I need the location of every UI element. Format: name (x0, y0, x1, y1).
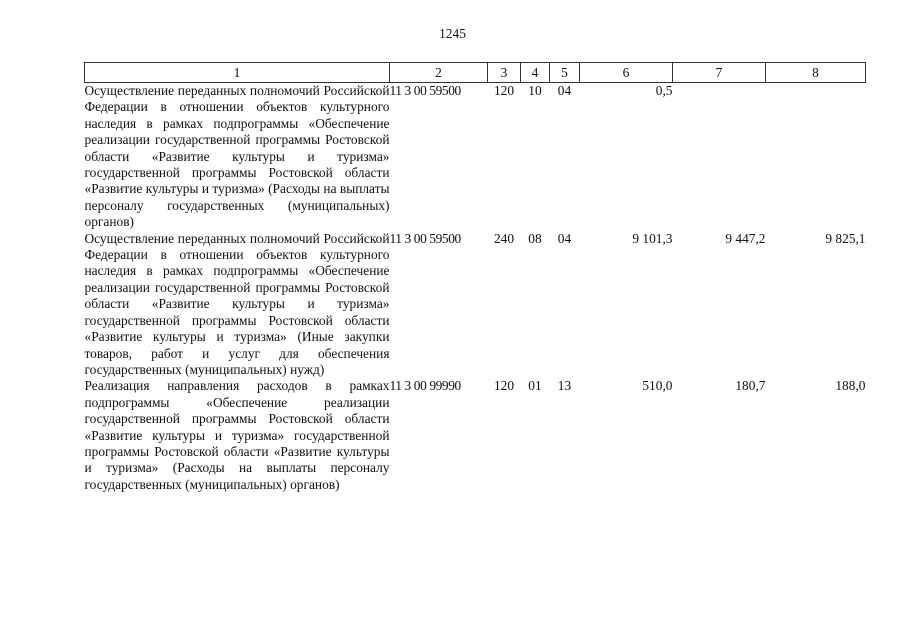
row-value-6: 9 101,3 (632, 230, 673, 246)
budget-table (84, 62, 866, 493)
column-header-2: 2 (390, 63, 488, 83)
row-target-code: 11 3 00 59500 (389, 230, 461, 246)
row-target-code: 11 3 00 59500 (389, 83, 461, 98)
table-row (85, 231, 866, 379)
row-expense-type: 120 (493, 83, 515, 98)
row-target-code: 11 3 00 99990 (389, 378, 461, 394)
page-number: 1245 (439, 26, 466, 41)
table-row (85, 83, 866, 231)
row-expense-type: 120 (493, 378, 515, 394)
row-value-7: 180,7 (735, 378, 766, 394)
row-value-7 (673, 83, 766, 231)
row-value-6: 0,5 (655, 83, 673, 98)
column-header-7: 7 (673, 63, 766, 83)
header-row (85, 63, 866, 83)
row-value-6: 510,0 (642, 378, 673, 394)
row-value-8 (766, 83, 866, 231)
column-header-8: 8 (766, 63, 866, 83)
row-description: Осуществление переданных полномочий Российской Федерации в отношении объектов культурного наследия в рамках подпрограммы «Обеспечение реализации государственной программы Ростовской области «Развитие культуры и туризма» государственной программы Ростовской области «Развитие культуры и туризма» (Иные закупки товаров, работ и услуг для обеспечения государственных (муниципальных) нужд) (84, 230, 390, 377)
row-expense-type: 240 (493, 230, 515, 246)
row-subsection: 04 (557, 83, 572, 98)
row-value-8: 188,0 (835, 378, 866, 394)
row-subsection: 04 (557, 230, 572, 246)
row-value-8: 9 825,1 (825, 230, 866, 246)
row-section: 10 (528, 83, 542, 98)
column-header-4: 4 (521, 63, 550, 83)
row-description: Осуществление переданных полномочий Российской Федерации в отношении объектов культурного наследия в рамках подпрограммы «Обеспечение реализации государственной программы Ростовской области «Развитие культуры и туризма» государственной программы Ростовской области «Развитие культуры и туризма» (Расходы на выплаты персоналу государственных (муниципальных) органов) (84, 83, 390, 230)
column-header-3: 3 (488, 63, 521, 83)
table-row (85, 378, 866, 493)
row-section: 08 (528, 230, 542, 246)
column-header-6: 6 (580, 63, 673, 83)
column-header-5: 5 (550, 63, 580, 83)
row-description: Реализация направления расходов в рамках подпрограммы «Обеспечение реализации государственной программы Ростовской области «Развитие культуры и туризма» государственной программы Ростовской области «Развитие культуры и туризма» (Расходы на выплаты персоналу государственных (муниципальных) органов) (84, 378, 390, 492)
row-value-7: 9 447,2 (725, 230, 766, 246)
column-header-1: 1 (85, 63, 390, 83)
row-subsection: 13 (557, 378, 572, 394)
row-section: 01 (528, 378, 542, 394)
